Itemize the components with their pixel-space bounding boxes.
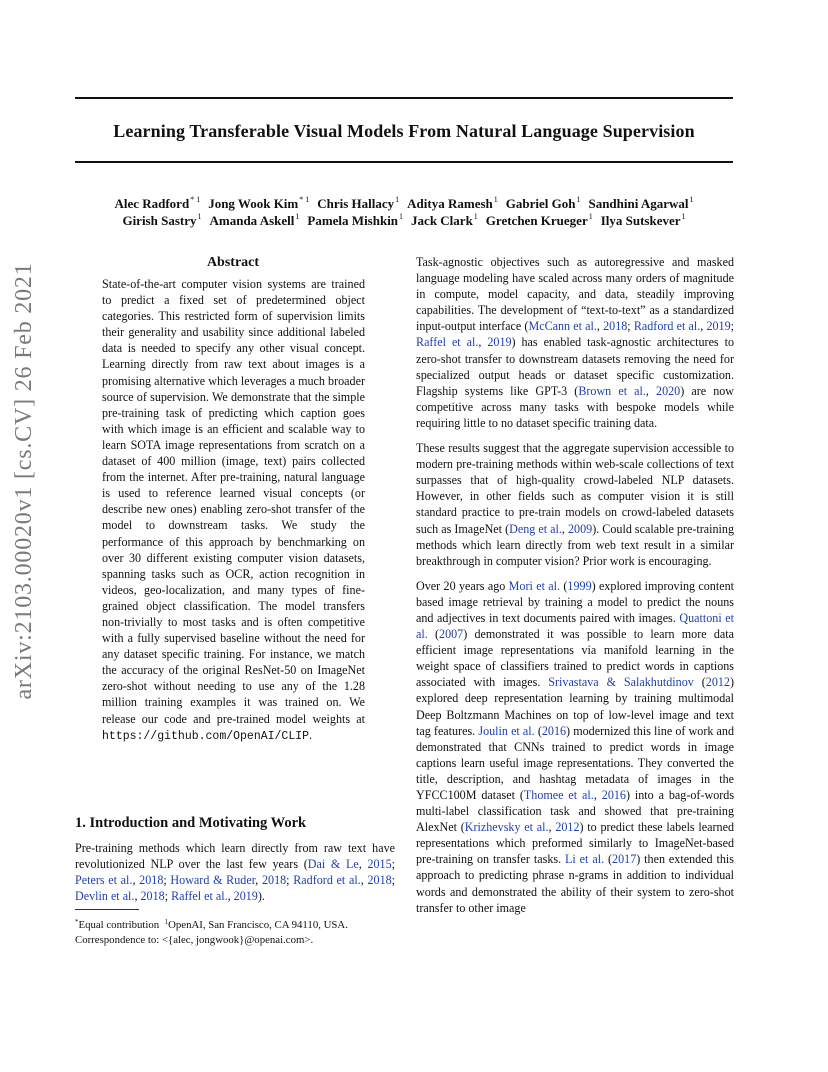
citation-link[interactable]: 2018 xyxy=(140,889,165,904)
author-name-text: Aditya Ramesh xyxy=(407,196,493,211)
body-text: , xyxy=(227,889,234,904)
author-affiliation-mark: * 1 xyxy=(190,195,201,204)
footnote-mark-affiliation: 1 xyxy=(164,918,169,926)
author-affiliation-mark: 1 xyxy=(395,195,400,204)
author-name xyxy=(307,208,403,229)
author-affiliation-mark: 1 xyxy=(295,212,300,221)
footnote-correspondence: Correspondence to: <{alec, jongwook}@openai.com>. xyxy=(75,934,314,946)
footnote-rule xyxy=(75,909,139,910)
author-name xyxy=(122,208,201,229)
author-name-text: Jong Wook Kim xyxy=(208,196,299,211)
author-name-text: Chris Hallacy xyxy=(317,196,395,211)
abstract-body xyxy=(102,276,365,745)
author-name xyxy=(411,208,478,229)
body-text: ( xyxy=(693,675,706,690)
author-name xyxy=(486,208,593,229)
body-text: ) demonstrated it was possible to learn more data efficient image representations via manifold learning in the weight space of classifiers trained to predict words in captions associated with images. xyxy=(416,627,734,690)
body-text: ) explored improving content based image retrieval by training a model to predict the nouns and adjectives in text documents paired with images. xyxy=(416,578,734,625)
body-text: ; xyxy=(391,873,396,888)
body-text: These results suggest that the aggregate supervision accessible to modern pre-training methods within web-scale collections of text surpasses that of high-quality crowd-labeled NLP datasets. However, in other fields such as computer vision it is still standard practice to pre-train models on crowd-labeled datasets such as ImageNet ( xyxy=(416,441,734,536)
body-text: ; xyxy=(164,889,172,904)
citation-link[interactable]: 2016 xyxy=(601,788,626,802)
author-name-text: Amanda Askell xyxy=(209,213,295,228)
body-paragraph xyxy=(416,254,734,431)
citation-link[interactable]: Mori et al. xyxy=(508,578,561,593)
citation-link[interactable]: Brown et al. xyxy=(578,383,646,398)
citation-link[interactable]: Quattoni et al. xyxy=(416,610,735,642)
body-text: ) has enabled task-agnostic architectures to zero-shot transfer to downstream datasets removing the need for specialized output heads or dataset specific customization. Flagship systems like GPT-3 ( xyxy=(416,335,734,398)
author-name xyxy=(210,208,300,229)
author-affiliation-mark: 1 xyxy=(399,212,404,221)
body-text: , xyxy=(593,788,602,802)
arxiv-identifier-stamp: arXiv:2103.00020v1 [cs.CV] 26 Feb 2021 xyxy=(11,262,37,700)
citation-link[interactable]: 2018 xyxy=(261,873,287,888)
body-text: ). Could scalable pre-training methods which learn directly from web text result in a similar breakthrough in computer vision? Prior work is encouraging. xyxy=(416,521,734,568)
citation-link[interactable]: McCann et al. xyxy=(528,319,597,334)
author-name xyxy=(601,208,686,229)
body-text: ) into a bag-of-words multi-label classification task and showed that pre-training AlexNet ( xyxy=(416,788,735,835)
body-text: ( xyxy=(427,627,440,642)
citation-link[interactable]: 2019 xyxy=(706,319,731,334)
title-rule-bottom xyxy=(75,161,733,163)
section-heading-introduction: 1. Introduction and Motivating Work xyxy=(75,815,307,831)
citation-link[interactable]: Raffel et al. xyxy=(416,335,479,350)
body-paragraph xyxy=(416,578,734,916)
citation-link[interactable]: 2018 xyxy=(139,873,164,888)
body-text: ). xyxy=(257,889,265,904)
citation-link[interactable]: Joulin et al. xyxy=(478,723,535,738)
body-text: ) to predict these labels learned representations which preformed similarly to ImageNet-based pre-training on transfer tasks. xyxy=(416,820,734,867)
body-text: , xyxy=(132,873,140,888)
author-name-text: Pamela Mishkin xyxy=(307,213,399,228)
author-name-text: Gretchen Krueger xyxy=(485,213,588,228)
citation-link[interactable]: Dai & Le xyxy=(307,857,359,872)
citation-link[interactable]: 2019 xyxy=(487,335,512,350)
body-text: , xyxy=(134,889,141,904)
citation-link[interactable]: Radford et al. xyxy=(293,873,361,888)
author-affiliation-mark: 1 xyxy=(681,212,686,221)
author-name-text: Gabriel Goh xyxy=(505,196,576,211)
citation-link[interactable]: Srivastava & Salakhutdinov xyxy=(548,675,694,690)
body-text: , xyxy=(478,335,488,350)
citation-link[interactable]: 2016 xyxy=(541,723,567,738)
abstract-heading: Abstract xyxy=(206,255,260,270)
abstract-text: State-of-the-art computer vision systems are trained to predict a fixed set of predetermined object categories. This restricted form of supervision limits their generality and usability since additional labeled data is needed to specify any other visual concept. Learning directly from raw text about images is a promising alternative which leverages a much broader source of supervision. We demonstrate that the simple pre-training task of predicting which caption goes with which image is an efficient and scalable way to learn SOTA image representations from scratch on a dataset of 400 million (image, text) pairs collected from the internet. After pre-training, natural language is used to reference learned visual concepts (or describe new ones) enabling zero-shot transfer of the model to downstream tasks. We study the performance of this approach by benchmarking on over 30 different existing computer vision datasets, spanning tasks such as OCR, action recognition in videos, geo-localization, and many types of fine-grained object classification. The model transfers non-trivially to most tasks and is often competitive with a fully supervised baseline without the need for any dataset specific training. For instance, we match the accuracy of the original ResNet-50 on ImageNet zero-shot without needing to use any of the 1.28 million training examples it was trained on. We release our code and pre-trained model weights at xyxy=(102,277,365,726)
citation-link[interactable]: 2012 xyxy=(555,820,580,835)
body-text: , xyxy=(645,383,657,398)
citation-link[interactable]: 2015 xyxy=(367,857,392,872)
paper-title: Learning Transferable Visual Models From Natural Language Supervision xyxy=(113,121,695,141)
author-affiliation-mark: * 1 xyxy=(299,195,310,204)
citation-link[interactable]: Krizhevsky et al. xyxy=(464,820,549,835)
citation-link[interactable]: 2020 xyxy=(656,383,681,398)
author-name-text: Jack Clark xyxy=(411,213,473,228)
body-text: , xyxy=(561,521,568,536)
code-release-link[interactable]: https://github.com/OpenAI/CLIP xyxy=(102,729,310,743)
citation-link[interactable]: Raffel et al. xyxy=(171,889,228,904)
body-text: , xyxy=(548,820,556,835)
author-name-text: Sandhini Agarwal xyxy=(588,196,689,211)
author-name-text: Alec Radford xyxy=(114,196,190,211)
right-column-body xyxy=(416,254,734,925)
citation-link[interactable]: 2018 xyxy=(367,873,392,888)
body-text: Task-agnostic objectives such as autoregressive and masked language modeling have scaled across many orders of magnitude in compute, model capacity, and data, steadily improving capabilities. The development of “text-to-text” as a standardized input-output interface ( xyxy=(416,255,734,334)
body-text: , xyxy=(255,873,262,888)
body-text: ) explored deep representation learning by training multimodal Deep Boltzmann Machines on top of low-level image and text tag features. xyxy=(416,675,734,738)
body-text: ) modernized this line of work and demonstrated that CNNs trained to predict words in image captions learn useful image representations. They converted the title, description, and hashtag metadata of images in the YFCC100M dataset ( xyxy=(416,723,734,802)
citation-link[interactable]: 2019 xyxy=(233,889,258,904)
author-affiliation-mark: 1 xyxy=(588,212,593,221)
author-name-text: Girish Sastry xyxy=(122,213,197,228)
footnote xyxy=(75,915,395,948)
citation-link[interactable]: Devlin et al. xyxy=(75,889,135,904)
author-affiliation-mark: 1 xyxy=(689,195,694,204)
body-text: ; xyxy=(730,319,734,334)
body-text: ( xyxy=(604,852,613,867)
author-affiliation-mark: 1 xyxy=(197,212,202,221)
body-text: Over 20 years ago xyxy=(416,578,509,593)
body-text: , xyxy=(358,857,368,872)
body-text: Pre-training methods which learn directly from raw text have revolutionized NLP over the last few years ( xyxy=(75,841,395,872)
footnote-equal-contribution: Equal contribution xyxy=(78,919,160,931)
body-paragraph xyxy=(416,440,734,569)
author-name-text: Ilya Sutskever xyxy=(600,213,681,228)
citation-link[interactable]: 2018 xyxy=(603,319,628,334)
citation-link[interactable]: 2012 xyxy=(705,675,730,690)
citation-link[interactable]: Deng et al. xyxy=(509,521,562,536)
intro-paragraph xyxy=(75,840,395,904)
abstract-end-period: . xyxy=(309,727,313,742)
citation-link[interactable]: 2017 xyxy=(612,852,637,867)
body-text: ; xyxy=(286,873,294,888)
body-text: ; xyxy=(163,873,171,888)
citation-link[interactable]: 1999 xyxy=(567,578,592,593)
body-text: ; xyxy=(391,857,395,872)
citation-link[interactable]: Peters et al. xyxy=(75,873,133,888)
author-list-line-2 xyxy=(75,208,733,229)
body-text: ( xyxy=(560,578,568,593)
citation-link[interactable]: Li et al. xyxy=(565,852,605,867)
title-rule-top xyxy=(75,97,733,99)
author-affiliation-mark: 1 xyxy=(576,195,581,204)
body-text: ) then extended this approach to predicting phrase n-grams in addition to individual words and demonstrated the ability of their system to zero-shot transfer to other image xyxy=(416,852,734,915)
footnote-mark-equal: * xyxy=(75,918,79,926)
citation-link[interactable]: Howard & Ruder xyxy=(170,873,256,888)
citation-link[interactable]: 2009 xyxy=(568,521,593,536)
citation-link[interactable]: Thomee et al. xyxy=(523,788,594,802)
body-text: ; xyxy=(627,319,634,334)
body-text: ) are now competitive across many tasks with bespoke models while requiring little to no dataset specific training data. xyxy=(416,383,735,430)
body-text: , xyxy=(700,319,707,334)
citation-link[interactable]: Radford et al. xyxy=(633,319,701,334)
footnote-affiliation: OpenAI, San Francisco, CA 94110, USA. xyxy=(168,919,348,931)
body-text: , xyxy=(360,873,368,888)
citation-link[interactable]: 2007 xyxy=(439,627,464,642)
author-affiliation-mark: 1 xyxy=(493,195,498,204)
body-text: , xyxy=(596,319,604,334)
body-text: ( xyxy=(534,723,542,738)
author-affiliation-mark: 1 xyxy=(473,212,478,221)
